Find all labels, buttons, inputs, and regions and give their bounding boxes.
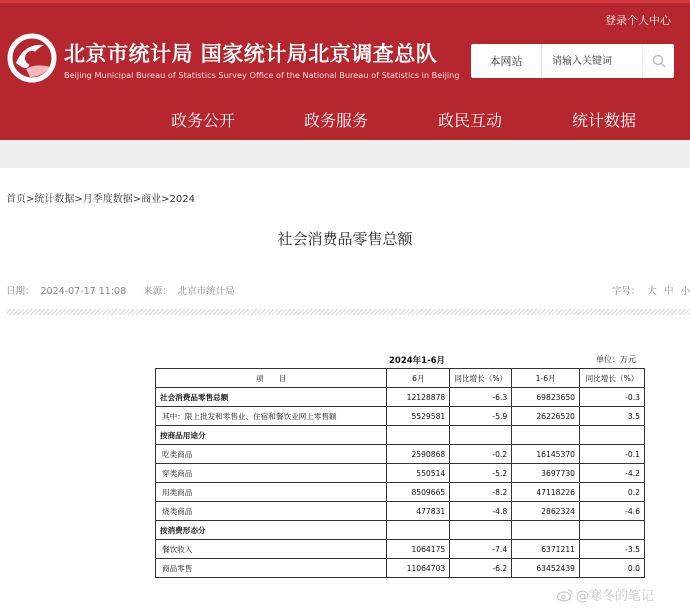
search-box (471, 44, 674, 78)
table-header-row (156, 369, 645, 388)
ytd-yoy-cell: -4.2 (580, 464, 645, 483)
table-row (156, 426, 645, 445)
ytd-yoy-cell: 0.0 (580, 559, 645, 578)
june-yoy-cell: -8.2 (450, 483, 512, 502)
weibo-watermark (557, 585, 654, 604)
site-header (0, 0, 690, 140)
row-label: 其中：限上批发和零售业、住宿和餐饮业网上零售额 (156, 407, 387, 426)
ytd-value-cell: 2862324 (512, 502, 580, 521)
june-yoy-cell (450, 426, 512, 445)
row-label: 社会消费品零售总额 (156, 388, 387, 407)
header-june-yoy: 同比增长（%） (450, 369, 512, 388)
table-row (156, 540, 645, 559)
nav-item-services[interactable]: 政务服务 (304, 111, 369, 130)
dotted-divider (6, 309, 690, 315)
june-yoy-cell (450, 521, 512, 540)
search-input[interactable] (542, 44, 642, 78)
june-yoy-cell: -5.9 (450, 407, 512, 426)
font-size-medium[interactable]: 中 (663, 286, 674, 297)
june-yoy-cell: -4.8 (450, 502, 512, 521)
row-label: 吃类商品 (156, 445, 387, 464)
table-unit: 单位：万元 (596, 355, 636, 364)
table-caption: 2024年1-6月 (389, 356, 446, 366)
font-size-label: 字号： (611, 286, 641, 297)
table-row (156, 388, 645, 407)
breadcrumb[interactable]: 首页>统计数据>月季度数据>商业>2024 (6, 194, 195, 205)
publish-date: 2024-07-17 11:08 (40, 286, 127, 297)
june-value-cell (387, 521, 450, 540)
june-yoy-cell: -5.2 (450, 464, 512, 483)
ytd-value-cell: 6371211 (512, 540, 580, 559)
june-yoy-cell: -0.2 (450, 445, 512, 464)
ytd-yoy-cell: -0.3 (580, 388, 645, 407)
ytd-value-cell: 16145370 (512, 445, 580, 464)
ytd-value-cell: 26226520 (512, 407, 580, 426)
june-yoy-cell: -6.2 (450, 559, 512, 578)
table-row (156, 445, 645, 464)
site-name-cn: 北京市统计局 国家统计局北京调查总队 (64, 42, 438, 66)
june-yoy-cell: -7.4 (450, 540, 512, 559)
june-value-cell: 2590868 (387, 445, 450, 464)
table-row (156, 502, 645, 521)
header-jan-june: 1-6月 (512, 369, 580, 388)
june-value-cell: 5529581 (387, 407, 450, 426)
table-row (156, 521, 645, 540)
search-icon (652, 54, 666, 68)
june-value-cell: 11064703 (387, 559, 450, 578)
article-meta (6, 283, 241, 297)
june-value-cell: 8509665 (387, 483, 450, 502)
ytd-yoy-cell: -3.5 (580, 540, 645, 559)
nav-item-statistics[interactable]: 统计数据 (572, 111, 637, 130)
page-title: 社会消费品零售总额 (277, 230, 413, 248)
header-june: 6月 (387, 369, 450, 388)
login-link[interactable]: 登录个人中心 (605, 14, 671, 27)
row-label: 商品零售 (156, 559, 387, 578)
header-jan-june-yoy: 同比增长（%） (580, 369, 645, 388)
ytd-yoy-cell: 0.2 (580, 483, 645, 502)
table-row (156, 464, 645, 483)
source-label: 来源： (143, 286, 172, 297)
font-size-switcher (612, 283, 690, 297)
june-value-cell: 1064175 (387, 540, 450, 559)
main-nav (0, 96, 690, 140)
ytd-yoy-cell (580, 521, 645, 540)
search-scope-select[interactable]: 本网站 (471, 44, 542, 78)
ytd-yoy-cell: -4.6 (580, 502, 645, 521)
table-row (156, 407, 645, 426)
ytd-value-cell: 47118226 (512, 483, 580, 502)
row-label: 按商品用途分 (156, 426, 387, 445)
ytd-value-cell (512, 426, 580, 445)
table-row (156, 483, 645, 502)
june-value-cell: 477831 (387, 502, 450, 521)
row-label: 餐饮收入 (156, 540, 387, 559)
ytd-yoy-cell: 3.5 (580, 407, 645, 426)
watermark-text: @寒冬的笔记 (576, 589, 655, 604)
source-value: 北京市统计局 (177, 286, 235, 297)
site-name-en: Beijing Municipal Bureau of Statistics Survey Office of the National Bureau of Statistics in Beijing (64, 70, 460, 80)
table-body (156, 388, 645, 578)
search-button[interactable] (642, 44, 674, 78)
ytd-value-cell: 63452439 (512, 559, 580, 578)
june-value-cell (387, 426, 450, 445)
june-value-cell: 550514 (387, 464, 450, 483)
row-label: 穿类商品 (156, 464, 387, 483)
june-yoy-cell: -6.3 (450, 388, 512, 407)
header-band (0, 140, 690, 168)
nav-item-interaction[interactable]: 政民互动 (438, 111, 503, 130)
date-label: 日期： (6, 286, 35, 297)
weibo-icon (557, 588, 573, 602)
ytd-yoy-cell (580, 426, 645, 445)
ytd-value-cell: 3697730 (512, 464, 580, 483)
june-value-cell: 12128878 (387, 388, 450, 407)
ytd-value-cell (512, 521, 580, 540)
retail-sales-table (155, 368, 645, 578)
bureau-logo-icon[interactable] (6, 33, 58, 83)
row-label: 按消费形态分 (156, 521, 387, 540)
row-label: 用类商品 (156, 483, 387, 502)
header-top-line (0, 0, 690, 3)
header-item: 项 目 (156, 369, 387, 388)
table-row (156, 559, 645, 578)
ytd-value-cell: 69823650 (512, 388, 580, 407)
row-label: 烧类商品 (156, 502, 387, 521)
font-size-small[interactable]: 小 (680, 286, 690, 297)
nav-item-affairs-open[interactable]: 政务公开 (171, 111, 236, 130)
ytd-yoy-cell: -0.1 (580, 445, 645, 464)
font-size-large[interactable]: 大 (647, 286, 657, 297)
